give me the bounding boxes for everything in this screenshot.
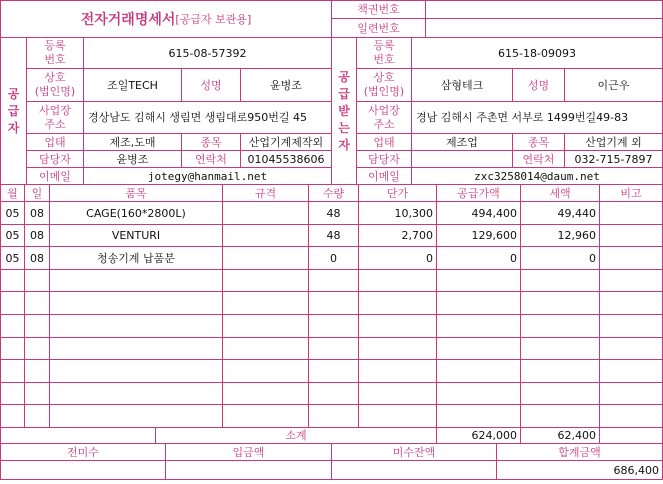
item-tax (521, 315, 600, 338)
item-note (600, 405, 662, 428)
buyer-biz-item: 산업기계 외 (565, 134, 662, 151)
item-name (50, 360, 223, 383)
item-day (25, 315, 50, 338)
item-supply (437, 338, 521, 360)
item-name (50, 315, 223, 338)
received-value (166, 461, 332, 479)
buyer-rep: 이근우 (565, 69, 662, 102)
item-spec (223, 360, 309, 383)
buyer-biz-item-label: 종목 (513, 134, 565, 151)
item-day: 08 (25, 225, 50, 247)
book-no-label: 책권번호 (332, 1, 426, 19)
balance-value (332, 461, 497, 479)
col-qty-header: 수량 (309, 185, 359, 202)
buyer-contact: 032-715-7897 (565, 151, 662, 168)
item-unit-price (359, 360, 437, 383)
item-supply (437, 315, 521, 338)
supplier-reg-no-label: 등록 번호 (27, 38, 84, 69)
document-title (1, 1, 332, 38)
item-month: 05 (1, 247, 25, 270)
buyer-name: 삼형테크 (412, 69, 513, 102)
item-unit-price (359, 292, 437, 315)
item-spec (223, 338, 309, 360)
item-spec (223, 292, 309, 315)
item-qty: 48 (309, 202, 359, 225)
item-spec (223, 383, 309, 405)
item-day (25, 292, 50, 315)
supplier-rep: 윤병조 (241, 69, 332, 102)
item-month (1, 360, 25, 383)
supplier-manager: 윤병조 (84, 151, 182, 168)
buyer-manager (412, 151, 513, 168)
supplier-contact-label: 연락처 (182, 151, 241, 168)
item-supply (437, 292, 521, 315)
item-spec (223, 405, 309, 428)
supplier-email: jotegy@hanmail.net (84, 168, 332, 185)
col-unit-price-header: 단가 (359, 185, 437, 202)
item-month (1, 338, 25, 360)
item-day: 08 (25, 247, 50, 270)
item-month (1, 292, 25, 315)
item-unit-price (359, 405, 437, 428)
subtotal-supply: 624,000 (437, 428, 521, 444)
buyer-addr-label: 사업장 주소 (357, 102, 412, 134)
supplier-rep-label: 성명 (182, 69, 241, 102)
item-unit-price (359, 315, 437, 338)
received-label: 입금액 (166, 444, 332, 461)
buyer-biz-type: 제조업 (412, 134, 513, 151)
item-month (1, 270, 25, 292)
item-spec (223, 247, 309, 270)
col-month-header: 월 (1, 185, 25, 202)
supplier-addr: 경상남도 김해시 생림면 생림대로950번길 45 (84, 102, 332, 134)
item-name: CAGE(160*2800L) (50, 202, 223, 225)
item-day (25, 360, 50, 383)
item-unit-price: 10,300 (359, 202, 437, 225)
subtotal-blank (1, 428, 156, 444)
col-spec-header: 규격 (223, 185, 309, 202)
col-tax-header: 세액 (521, 185, 600, 202)
balance-label: 미수잔액 (332, 444, 497, 461)
item-unit-price (359, 338, 437, 360)
item-tax (521, 338, 600, 360)
item-qty (309, 270, 359, 292)
col-supply-header: 공급가액 (437, 185, 521, 202)
item-month (1, 405, 25, 428)
item-tax: 0 (521, 247, 600, 270)
title-text: 전자거래명세서 (80, 12, 176, 28)
book-no-value (426, 1, 662, 19)
total-label: 합계금액 (497, 444, 662, 461)
supplier-email-label: 이메일 (27, 168, 84, 185)
item-month (1, 315, 25, 338)
item-spec (223, 315, 309, 338)
item-note (600, 202, 662, 225)
item-unit-price: 0 (359, 247, 437, 270)
item-note (600, 292, 662, 315)
title-subtitle: [공급자 보관용] (175, 13, 252, 26)
item-note (600, 338, 662, 360)
item-day (25, 383, 50, 405)
subtotal-label: 소계 (156, 428, 437, 444)
buyer-manager-label: 담당자 (357, 151, 412, 168)
item-tax: 12,960 (521, 225, 600, 247)
supplier-biz-item-label: 종목 (182, 134, 241, 151)
serial-no-label: 일련번호 (332, 19, 426, 38)
item-qty: 48 (309, 225, 359, 247)
item-qty (309, 292, 359, 315)
item-supply: 494,400 (437, 202, 521, 225)
item-note (600, 360, 662, 383)
item-tax (521, 405, 600, 428)
supplier-name: 조일TECH (84, 69, 182, 102)
supplier-addr-label: 사업장 주소 (27, 102, 84, 134)
col-day-header: 일 (25, 185, 50, 202)
item-name (50, 270, 223, 292)
supplier-biz-item: 산업기계제작외 (241, 134, 332, 151)
item-qty (309, 360, 359, 383)
unpaid-label: 전미수 (1, 444, 166, 461)
item-tax (521, 292, 600, 315)
supplier-contact: 01045538606 (241, 151, 332, 168)
item-day (25, 338, 50, 360)
item-note (600, 270, 662, 292)
col-item-header: 품목 (50, 185, 223, 202)
item-month: 05 (1, 225, 25, 247)
buyer-name-label: 상호 (법인명) (357, 69, 412, 102)
item-note (600, 383, 662, 405)
item-month (1, 383, 25, 405)
col-note-header: 비고 (600, 185, 662, 202)
item-qty (309, 315, 359, 338)
item-name (50, 405, 223, 428)
supplier-manager-label: 담당자 (27, 151, 84, 168)
buyer-biz-type-label: 업태 (357, 134, 412, 151)
item-name (50, 338, 223, 360)
supplier-reg-no: 615-08-57392 (84, 38, 332, 69)
buyer-side-label: 공 급 받 는 자 (332, 38, 357, 185)
item-tax (521, 360, 600, 383)
buyer-contact-label: 연락처 (513, 151, 565, 168)
item-spec (223, 225, 309, 247)
supplier-name-label: 상호 (법인명) (27, 69, 84, 102)
item-day (25, 405, 50, 428)
buyer-email: zxc3258014@daum.net (412, 168, 662, 185)
item-supply: 129,600 (437, 225, 521, 247)
supplier-biz-type: 제조,도매 (84, 134, 182, 151)
buyer-reg-no-label: 등록 번호 (357, 38, 412, 69)
total-value: 686,400 (613, 463, 659, 477)
item-qty: 0 (309, 247, 359, 270)
item-spec (223, 270, 309, 292)
item-supply (437, 270, 521, 292)
supplier-side-label: 공 급 자 (1, 38, 27, 185)
item-tax (521, 270, 600, 292)
item-unit-price (359, 383, 437, 405)
item-supply: 0 (437, 247, 521, 270)
item-spec (223, 202, 309, 225)
item-note (600, 315, 662, 338)
item-unit-price: 2,700 (359, 225, 437, 247)
item-qty (309, 338, 359, 360)
unpaid-value (1, 461, 166, 479)
item-qty (309, 383, 359, 405)
item-tax: 49,440 (521, 202, 600, 225)
item-month: 05 (1, 202, 25, 225)
buyer-reg-no: 615-18-09093 (412, 38, 662, 69)
item-supply (437, 360, 521, 383)
item-qty (309, 405, 359, 428)
item-name: VENTURI (50, 225, 223, 247)
subtotal-note (600, 428, 662, 444)
supplier-biz-type-label: 업태 (27, 134, 84, 151)
subtotal-tax: 62,400 (521, 428, 600, 444)
buyer-rep-label: 성명 (513, 69, 565, 102)
item-supply (437, 405, 521, 428)
buyer-addr: 경남 김해시 주촌면 서부로 1499번길49-83 (412, 102, 662, 134)
item-day (25, 270, 50, 292)
item-name (50, 292, 223, 315)
item-day: 08 (25, 202, 50, 225)
item-name: 청송기계 납품분 (50, 247, 223, 270)
serial-no-value (426, 19, 662, 38)
item-unit-price (359, 270, 437, 292)
item-tax (521, 383, 600, 405)
item-note (600, 247, 662, 270)
item-supply (437, 383, 521, 405)
item-name (50, 383, 223, 405)
buyer-email-label: 이메일 (357, 168, 412, 185)
item-note (600, 225, 662, 247)
